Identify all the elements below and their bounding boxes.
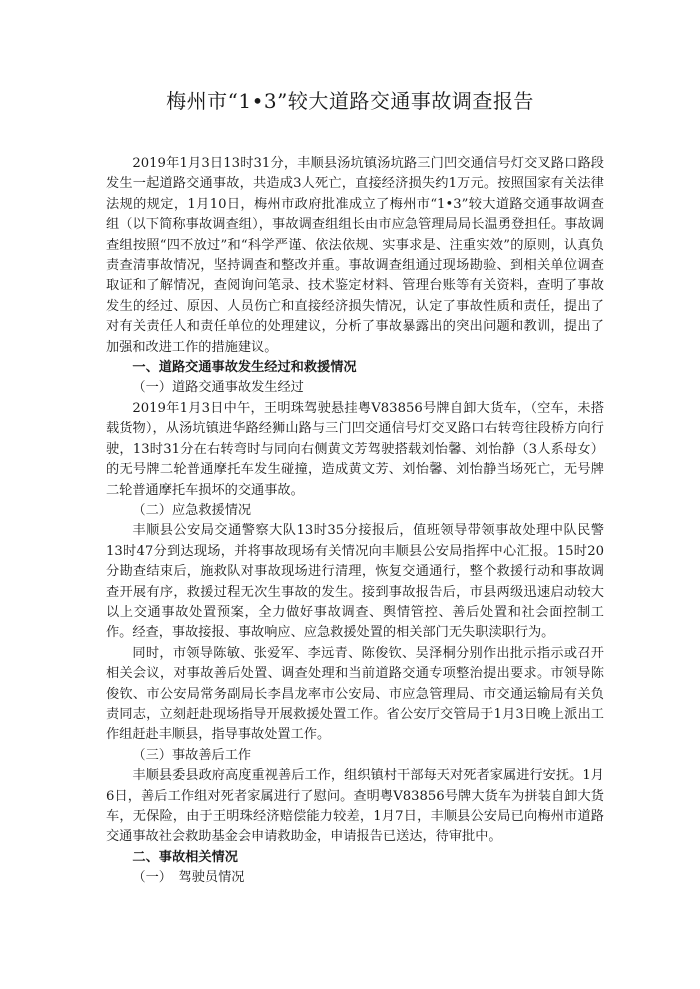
subsection-heading-emergency-rescue: （二）应急救援情况: [132, 502, 252, 518]
accident-process-paragraph: 2019年1月3日中午，王明珠驾驶悬挂粤V83856号牌自卸大货车，（空车，未搭载货物），从汤坑镇进华路经狮山路与三门凹交通信号灯交叉路口右转弯往段桥方向行驶，13时31分在右转弯时与同向右侧黄文芳驾驶搭载刘怡馨、刘怡静（3人系母女）的无号牌二轮普通摩托车发生碰撞，造成黄文芳、刘怡馨、刘怡静当场死亡，无号牌二轮普通摩托车损坏的交通事故。: [106, 400, 604, 498]
intro-paragraph: 2019年1月3日13时31分，丰顺县汤坑镇汤坑路三门凹交通信号灯交叉路口路段发生一起道路交通事故，共造成3人死亡，直接经济损失约1万元。按照国家有关法律法规的规定，1月10日，梅州市政府批准成立了梅州市“1•3”较大道路交通事故调查组（以下简称事故调查组），事故调查组组长由市应急管理局局长温勇登担任。事故调查组按照“四不放过”和“科学严谨、依法依规、实事求是、注重实效”的原则，认真负责查清事故情况，坚持调查和整改并重。事故调查组通过现场勘验、到相关单位调查取证和了解情况，查阅询问笔录、技术鉴定材料、管理台账等有关资料，查明了事故发生的经过、原因、人员伤亡和直接经济损失情况，认定了事故性质和责任，提出了对有关责任人和责任单位的处理建议，分析了事故暴露出的突出问题和教训，提出了加强和改进工作的措施建议。: [106, 156, 604, 355]
subsection-heading-accident-process: （一）道路交通事故发生经过: [132, 380, 304, 396]
document-body: [106, 154, 604, 889]
emergency-rescue-paragraph-1: 丰顺县公安局交通警察大队13时35分接报后，值班领导带领事故处理中队民警13时47分到达现场，并将事故现场有关情况向丰顺县公安局指挥中心汇报。15时20分勘查结束后，施救队对事故现场进行清理，恢复交通通行，整个救援行动和事故调查开展有序，救援过程无次生事故的发生。接到事故报告后，市县两级迅速启动较大以上交通事故处置预案，全力做好事故调查、舆情管控、善后处置和社会面控制工作。经查，事故接报、事故响应、应急救援处置的相关部门无失职渎职行为。: [106, 523, 604, 641]
section-heading-related-info: 二、事故相关情况: [132, 849, 238, 865]
subsection-heading-aftermath: （三）事故善后工作: [132, 747, 252, 763]
subsection-heading-driver-info: （一） 驾驶员情况: [132, 870, 245, 886]
aftermath-paragraph: 丰顺县委县政府高度重视善后工作，组织镇村干部每天对死者家属进行安抚。1月6日，善后工作组对死者家属进行了慰问。查明粤V83856号牌大货车为拼装自卸大货车，无保险，由于王明珠经济赔偿能力较差，1月7日，丰顺县公安局已向梅州市道路交通事故社会救助基金会申请救助金，申请报告已送达，待审批中。: [106, 768, 604, 845]
emergency-rescue-paragraph-2: 同时，市领导陈敏、张爱军、李远青、陈俊钦、吴泽桐分别作出批示指示或召开相关会议，对事故善后处置、调查处理和当前道路交通专项整治提出要求。市领导陈俊钦、市公安局常务副局长李昌龙率市公安局、市应急管理局、市交通运输局有关负责同志，立刻赶赴现场指导开展救援处置工作。省公安厅交管局于1月3日晚上派出工作组赶赴丰顺县，指导事故处置工作。: [106, 645, 604, 743]
section-heading-accident-and-rescue: 一、道路交通事故发生经过和救援情况: [132, 360, 357, 376]
document-title: 梅州市“1•3”较大道路交通事故调查报告: [166, 89, 534, 113]
